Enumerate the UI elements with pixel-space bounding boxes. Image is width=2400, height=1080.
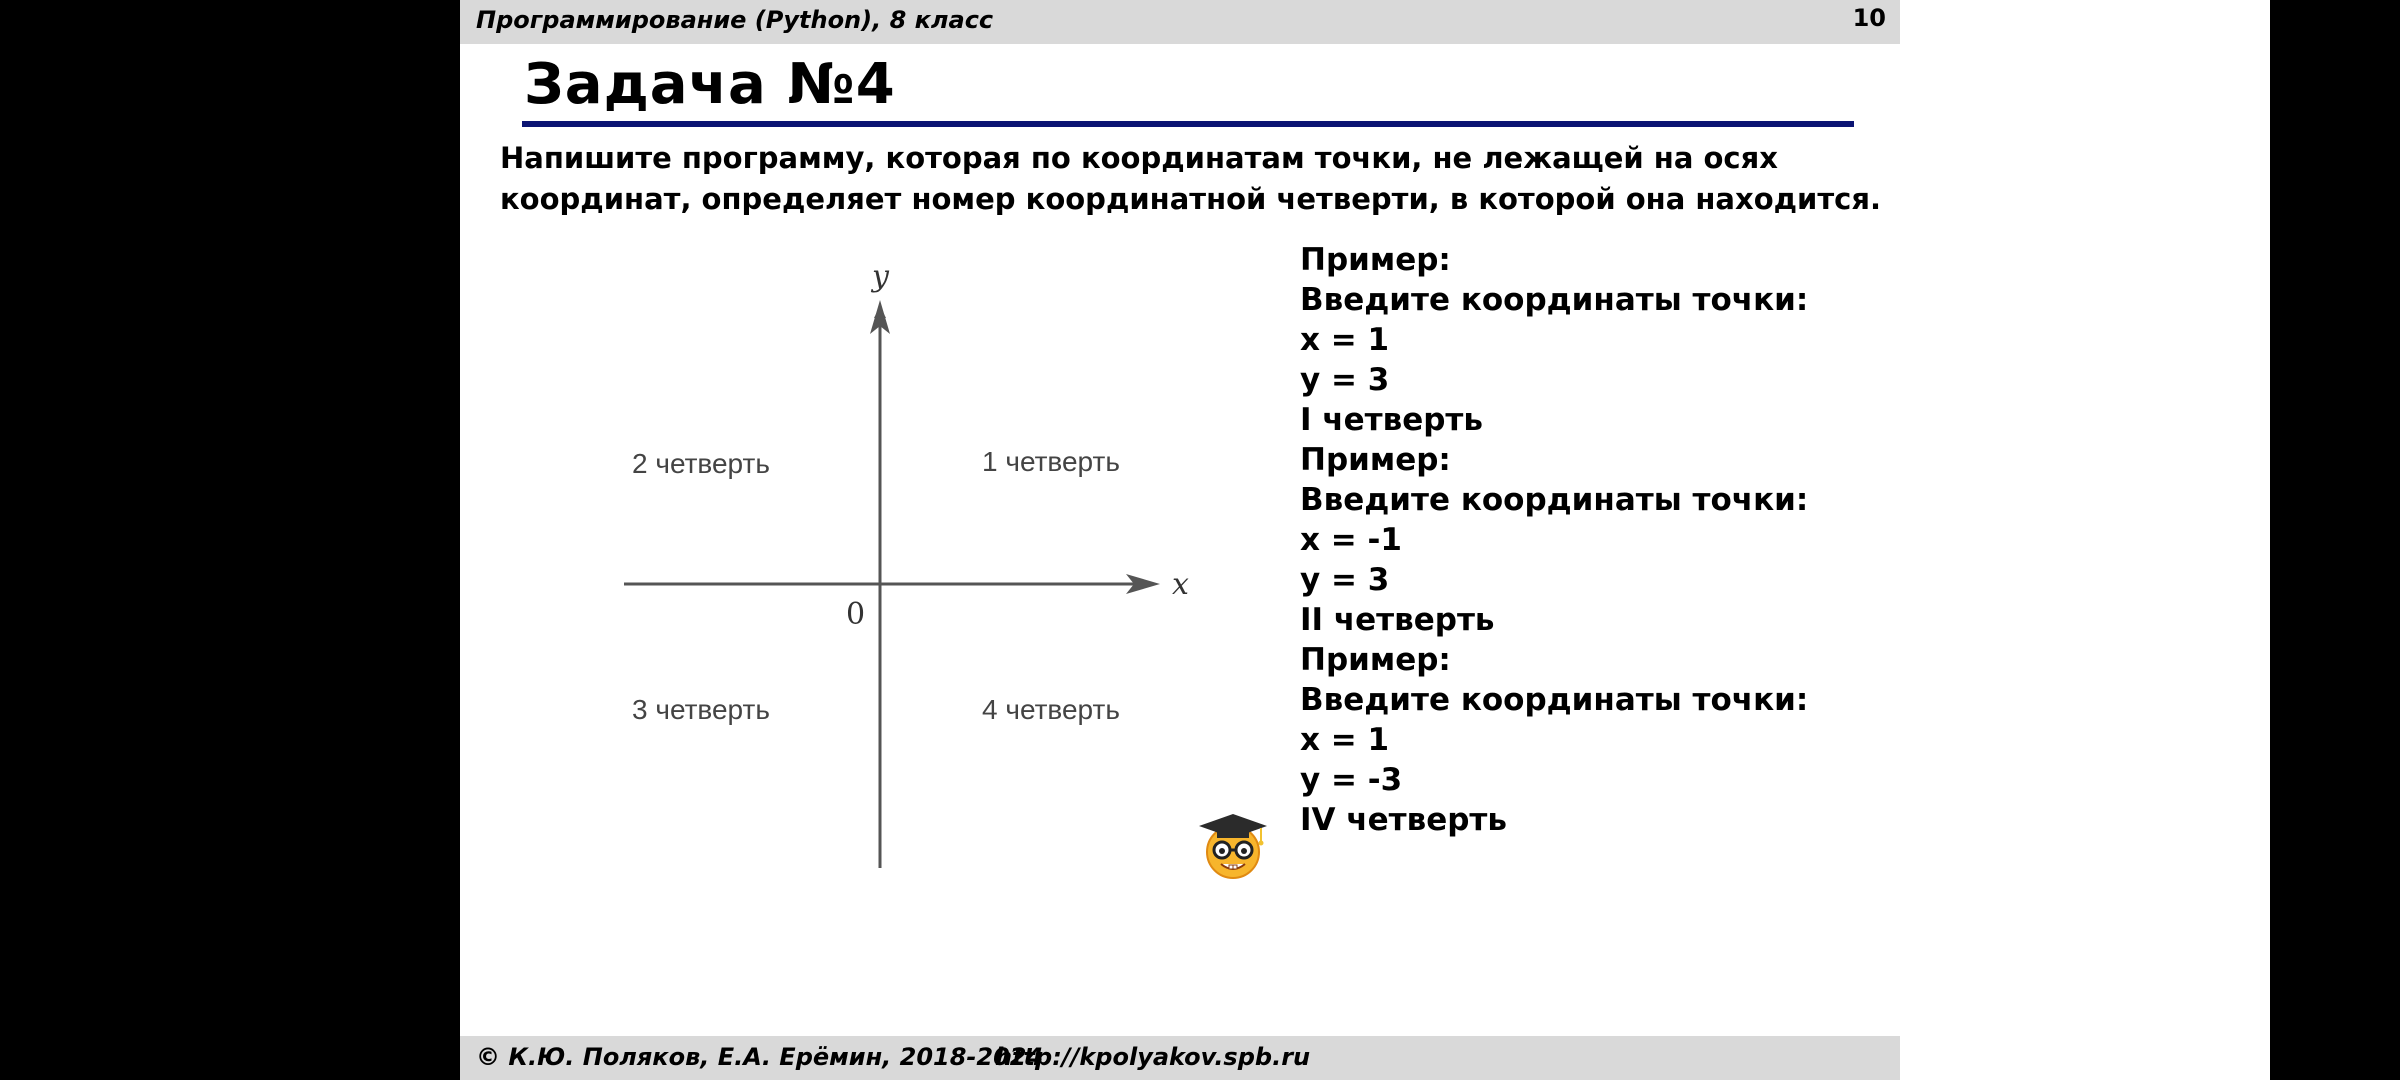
example-prompt: Введите координаты точки: (1300, 482, 1809, 518)
task-line: координат, определяет номер координатной четверти, в которой она находится. (500, 182, 1881, 216)
example-x-input: x = 1 (1300, 722, 1390, 758)
example-y-input: y = 3 (1300, 362, 1390, 398)
page-number: 10 (1852, 4, 1886, 32)
quadrant-3-label: 3 четверть (632, 694, 770, 725)
task-statement (500, 138, 1881, 220)
slide-footer-bar (460, 1036, 1900, 1080)
title-underline (522, 121, 1854, 127)
example-result: IV четверть (1300, 802, 1507, 838)
example-y-input: y = 3 (1300, 562, 1390, 598)
nerd-face-graduation-cap-icon (1195, 808, 1271, 880)
x-axis-label: x (1172, 567, 1189, 602)
example-heading: Пример: (1300, 242, 1451, 278)
y-axis-label: y (872, 260, 889, 294)
presentation-slide (460, 0, 1900, 1080)
example-result: I четверть (1300, 402, 1484, 438)
origin-label: 0 (846, 597, 866, 632)
example-2 (1300, 440, 1860, 640)
task-line: Напишите программу, которая по координатам точки, не лежащей на осях (500, 141, 1778, 175)
example-1 (1300, 240, 1860, 440)
quadrant-4-label: 4 четверть (982, 694, 1120, 725)
example-result: II четверть (1300, 602, 1495, 638)
site-url-link[interactable]: http://kpolyakov.spb.ru (995, 1043, 1311, 1071)
example-x-input: x = 1 (1300, 322, 1390, 358)
example-x-input: x = -1 (1300, 522, 1402, 558)
slide-title: Задача №4 (524, 52, 896, 117)
example-3 (1300, 640, 1860, 840)
example-prompt: Введите координаты точки: (1300, 682, 1809, 718)
copyright-text: © К.Ю. Поляков, Е.А. Ерёмин, 2018-2024 (476, 1043, 1044, 1071)
course-title: Программирование (Python), 8 класс (476, 6, 994, 34)
quadrant-1-label: 1 четверть (982, 446, 1120, 477)
examples-block (1300, 240, 1860, 840)
quadrant-2-label: 2 четверть (632, 448, 770, 479)
example-prompt: Введите координаты точки: (1300, 282, 1809, 318)
side-panel (1900, 0, 2270, 1080)
slide-header-bar (460, 0, 1900, 44)
example-heading: Пример: (1300, 442, 1451, 478)
example-y-input: y = -3 (1300, 762, 1403, 798)
example-heading: Пример: (1300, 642, 1451, 678)
